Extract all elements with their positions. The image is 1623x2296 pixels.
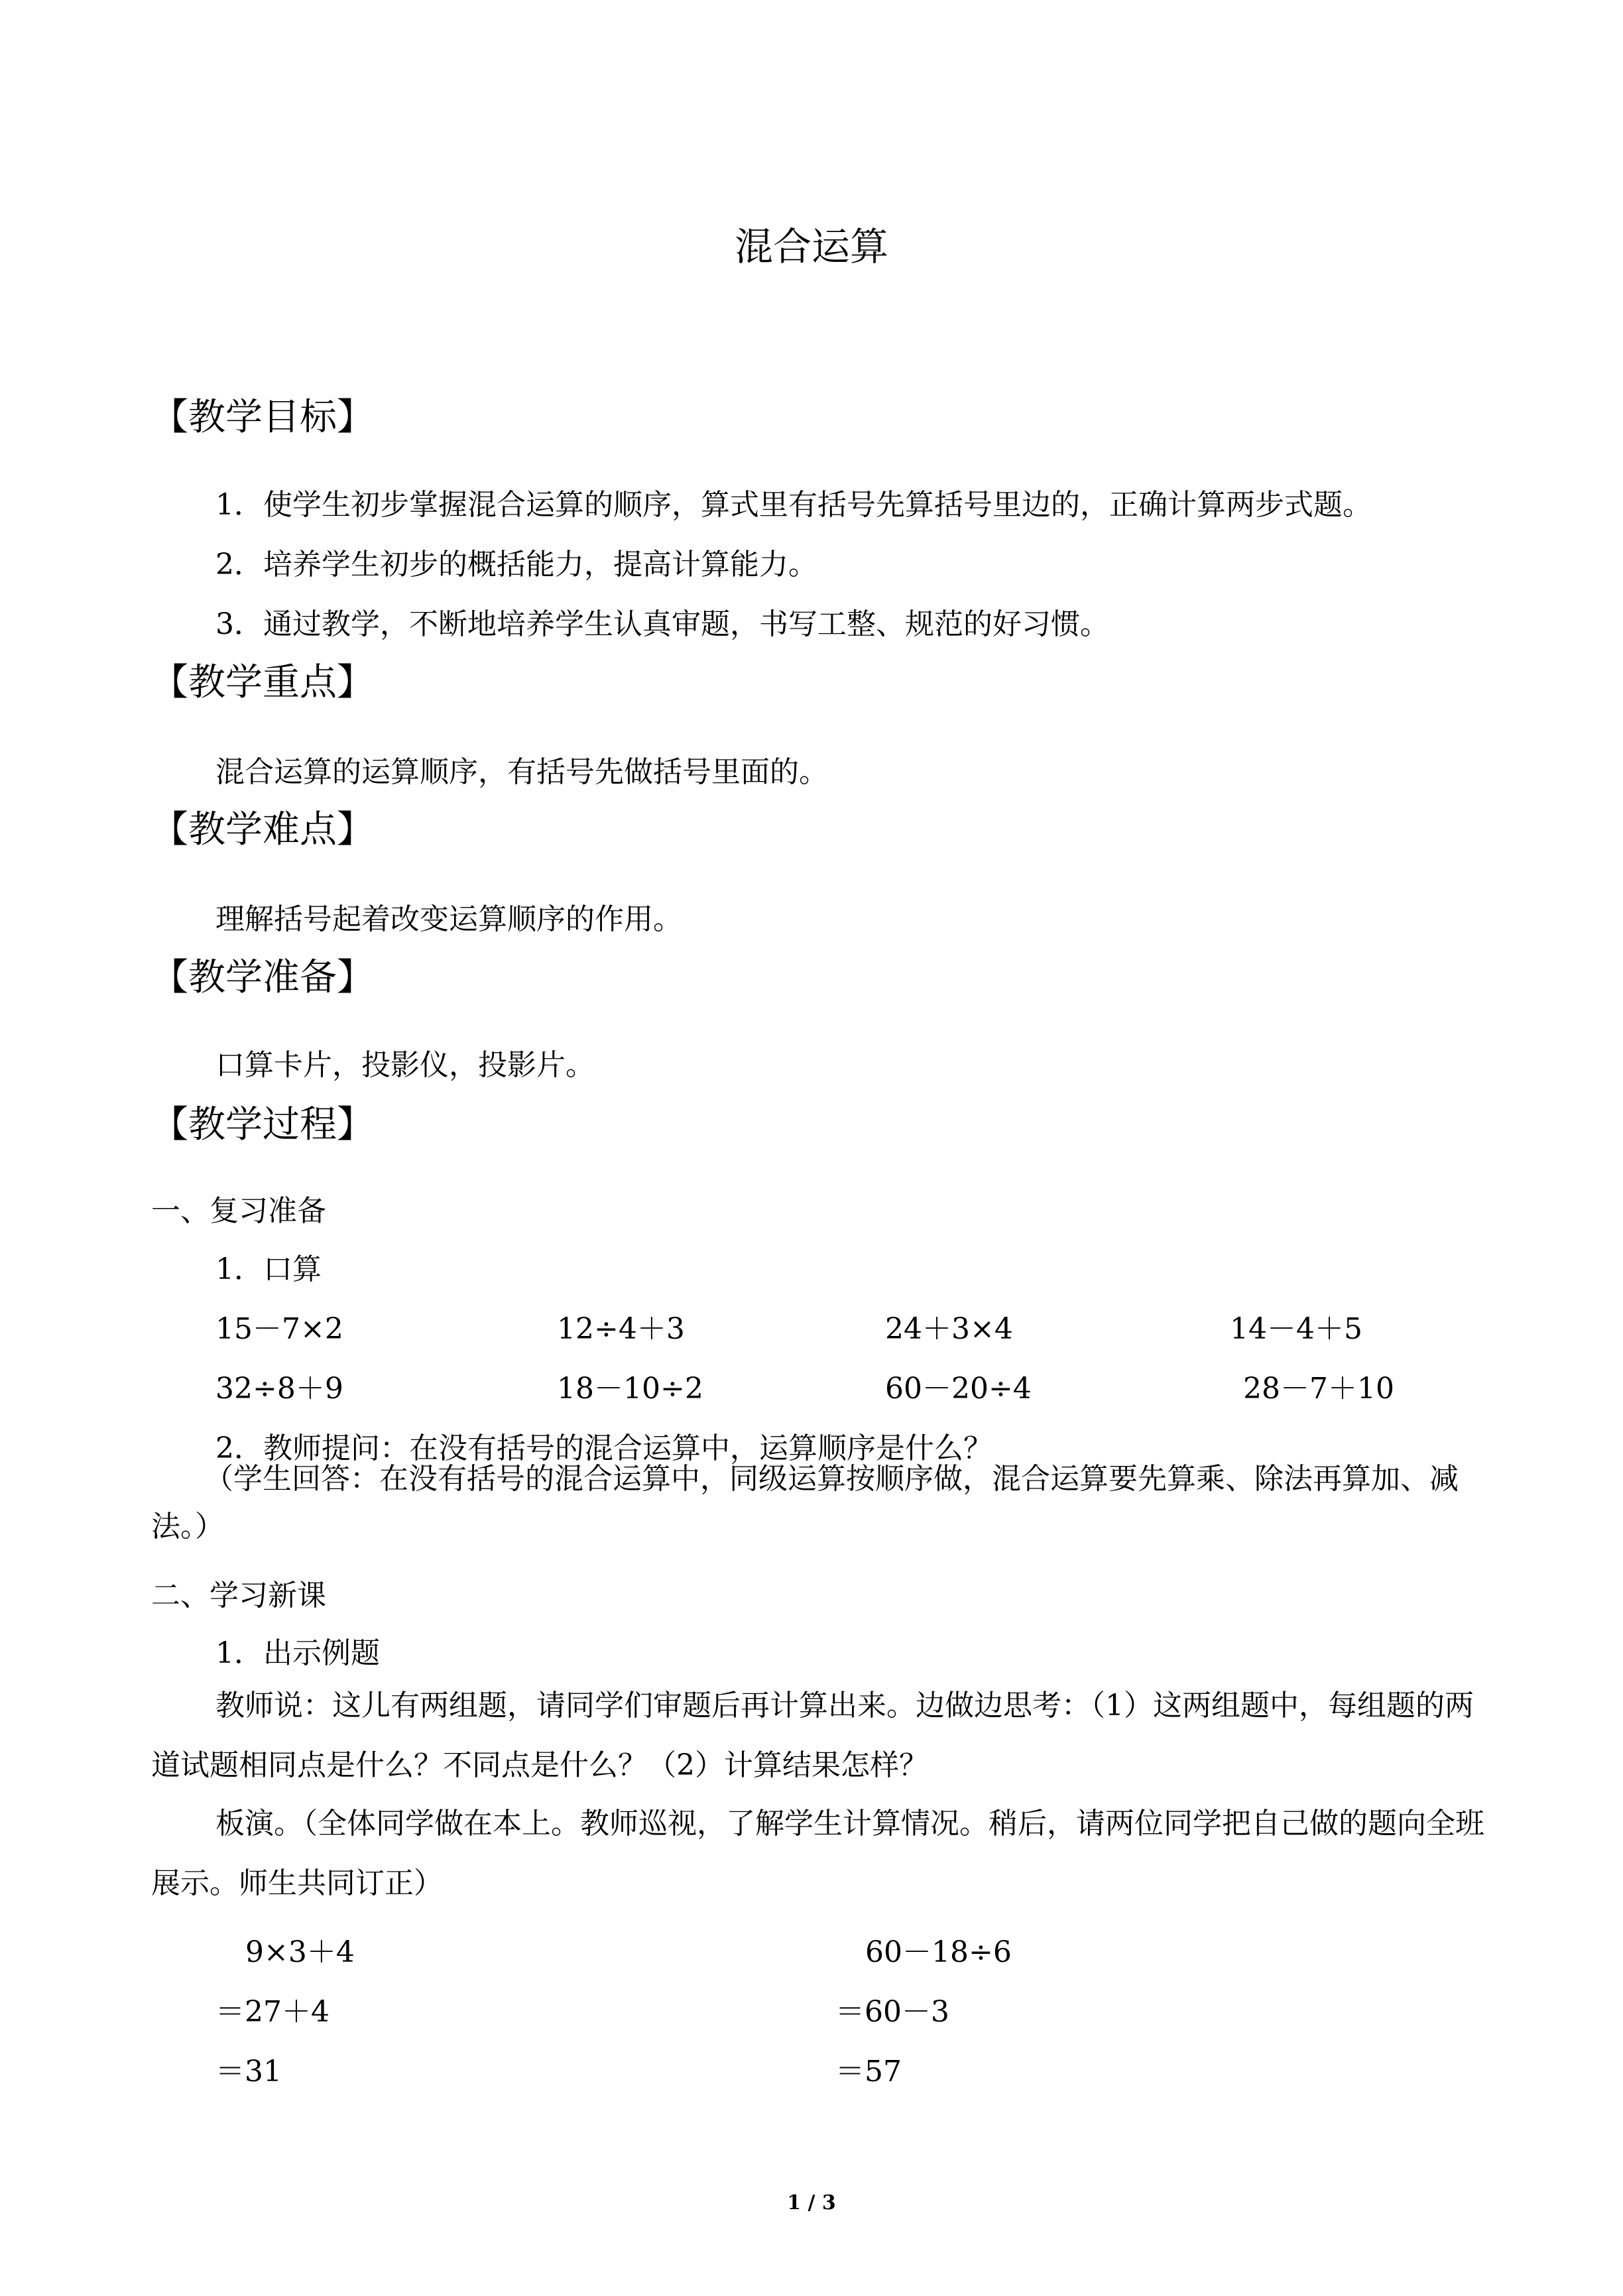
- section-heading-objectives: 【教学目标】: [151, 396, 374, 439]
- oral-item: 12÷4＋3: [557, 1312, 685, 1346]
- page-title: 混合运算: [734, 224, 888, 269]
- section-heading-preparation: 【教学准备】: [151, 956, 374, 999]
- oral-item: 18－10÷2: [557, 1372, 703, 1406]
- oral-item: 60－20÷4: [885, 1372, 1032, 1406]
- oral-item: 24＋3×4: [885, 1312, 1013, 1346]
- calc-left-line: ＝27＋4: [215, 1995, 330, 2029]
- teacher-says: 教师说：这儿有两组题，请同学们审题后再计算出来。边做边思考：（1）这两组题中，每组题的两道试题相同点是什么？不同点是什么？（2）计算结果怎样？: [151, 1689, 1474, 1782]
- calc-right-line: ＝60－3: [835, 1995, 949, 2029]
- calc-right-line: 60－18÷6: [865, 1935, 1012, 1969]
- objective-item-1: 1．使学生初步掌握混合运算的顺序，算式里有括号先算括号里边的，正确计算两步式题。: [215, 488, 1372, 522]
- board-demo: 板演。（全体同学做在本上。教师巡视，了解学生计算情况。稍后，请两位同学把自己做的题向全班展示。师生共同订正）: [151, 1807, 1484, 1900]
- part1-sub1: 1．口算: [215, 1252, 322, 1286]
- part2-sub1: 1．出示例题: [215, 1636, 380, 1670]
- objective-item-3: 3．通过教学，不断地培养学生认真审题，书写工整、规范的好习惯。: [215, 607, 1109, 641]
- oral-item: 32÷8＋9: [215, 1372, 343, 1406]
- calc-left-line: ＝31: [215, 2055, 282, 2088]
- difficulties-text: 理解括号起着改变运算顺序的作用。: [215, 902, 682, 936]
- part1-question: 2．教师提问：在没有括号的混合运算中，运算顺序是什么？: [215, 1431, 992, 1465]
- preparation-text: 口算卡片，投影仪，投影片。: [215, 1048, 595, 1082]
- part2-heading: 二、学习新课: [151, 1579, 326, 1612]
- section-heading-process: 【教学过程】: [151, 1103, 374, 1146]
- section-heading-difficulties: 【教学难点】: [151, 808, 374, 851]
- key-points-text: 混合运算的运算顺序，有括号先做括号里面的。: [215, 755, 828, 789]
- section-heading-key-points: 【教学重点】: [151, 661, 374, 704]
- part1-answer: （学生回答：在没有括号的混合运算中，同级运算按顺序做，混合运算要先算乘、除法再算加、减法。）: [151, 1462, 1459, 1543]
- calc-right-line: ＝57: [835, 2055, 902, 2088]
- calc-left-line: 9×3＋4: [245, 1935, 355, 1969]
- oral-item: 14－4＋5: [1230, 1312, 1362, 1346]
- oral-item: 15－7×2: [215, 1312, 343, 1346]
- part1-heading: 一、复习准备: [151, 1194, 326, 1228]
- oral-item: 28－7＋10: [1243, 1372, 1394, 1406]
- objective-item-2: 2．培养学生初步的概括能力，提高计算能力。: [215, 548, 817, 581]
- page-number: 1 / 3: [787, 2191, 836, 2214]
